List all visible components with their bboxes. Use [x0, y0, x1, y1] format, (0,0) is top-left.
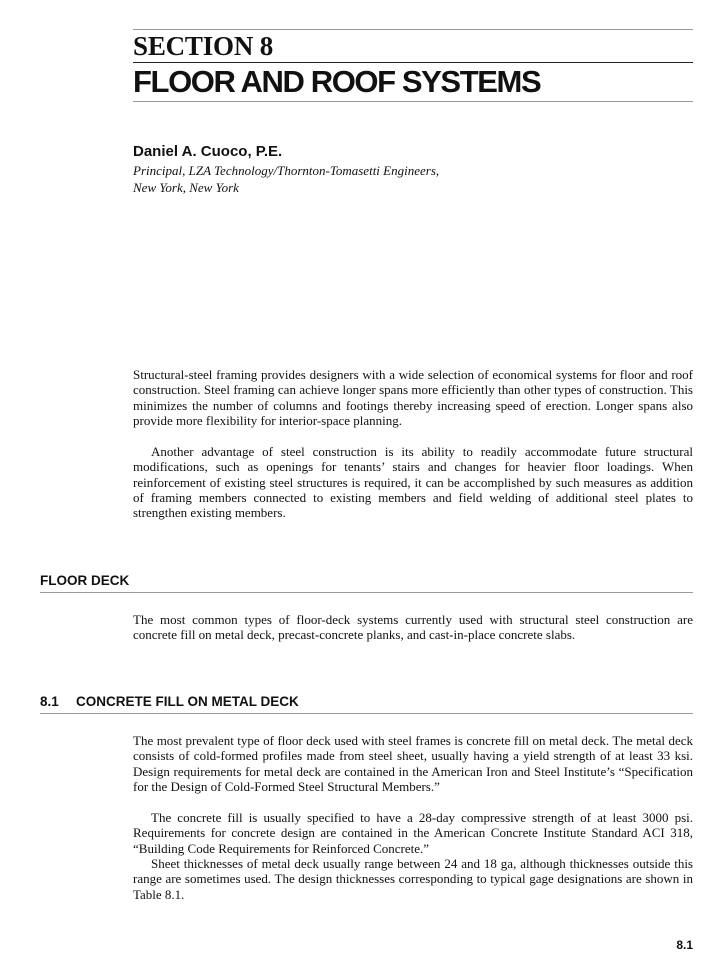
author-name: Daniel A. Cuoco, P.E. [133, 143, 283, 160]
author-affiliation-line2: New York, New York [133, 180, 239, 195]
section-8-1-paragraph-1: The most prevalent type of floor deck used with steel frames is concrete fill on metal deck. The metal deck consists of cold-formed profiles made from steel sheet, usually having a yield strength of at least 33 ksi. Design requirements for metal deck are contained in the American Iron and Steel Institute’s “Specification for the Design of Cold-Formed Steel Structural Members.” [133, 733, 693, 794]
page-title: FLOOR AND ROOF SYSTEMS [133, 64, 541, 99]
section-8-1-paragraph-2: The concrete fill is usually specified to have a 28-day compressive strength of at least 3000 psi. Requirements for concrete design are contained in the American Concrete Institute Standard ACI 318, “Building Code Requirements for Reinforced Concrete.” [133, 810, 693, 856]
floor-deck-paragraph: The most common types of floor-deck systems currently used with structural steel construction are concrete fill on metal deck, precast-concrete planks, and cast-in-place concrete slabs. [133, 612, 693, 643]
intro-paragraph-2: Another advantage of steel construction is its ability to readily accommodate future structural modifications, such as openings for tenants’ stairs and changes for heavier floor loadings. When reinforcement of existing steel structures is required, it can be accomplished by such measures as addition of framing members connected to existing members and field welding of additional steel plates to strengthen existing members. [133, 444, 693, 521]
section-8-1-number: 8.1 [40, 694, 59, 709]
intro-paragraph-1: Structural-steel framing provides designers with a wide selection of economical systems for floor and roof construction. Steel framing can achieve longer spans more efficiently than other types of construction. This minimizes the number of columns and footings thereby increasing speed of erection. Longer spans also provide more flexibility for interior-space planning. [133, 367, 693, 428]
section-8-1-paragraph-3: Sheet thicknesses of metal deck usually range between 24 and 18 ga, although thicknesses outside this range are sometimes used. The design thicknesses corresponding to typical gage designations are shown in Table 8.1. [133, 856, 693, 902]
page-number: 8.1 [676, 938, 693, 952]
author-affiliation-line1: Principal, LZA Technology/Thornton-Tomasetti Engineers, [133, 163, 440, 178]
title-rule [133, 62, 693, 63]
section-8-1-heading [40, 694, 299, 710]
floor-deck-heading: FLOOR DECK [40, 573, 130, 588]
floor-deck-rule [40, 592, 693, 593]
section-label: SECTION 8 [133, 31, 273, 61]
section-8-1-title: CONCRETE FILL ON METAL DECK [76, 694, 299, 709]
section-8-1-rule [40, 713, 693, 714]
title-bottom-rule [133, 101, 693, 102]
